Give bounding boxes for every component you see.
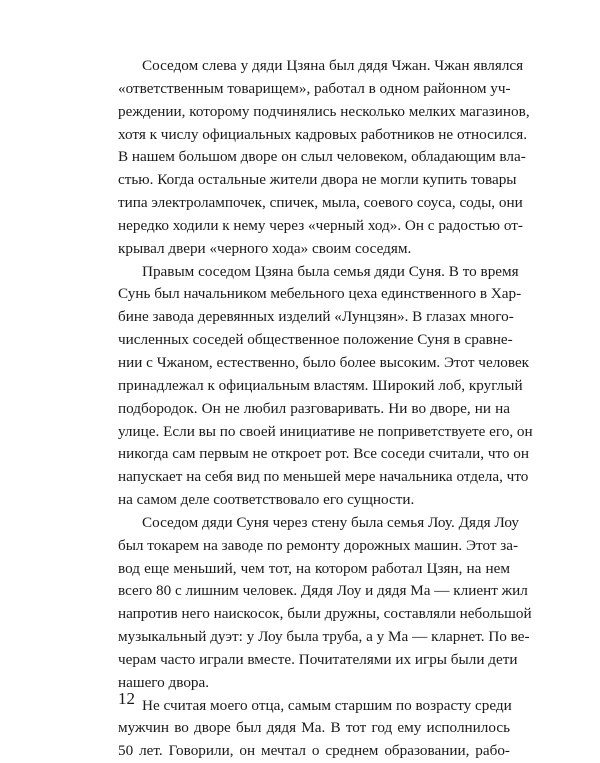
text-line: всего 80 с лишним человек. Дядя Лоу и дядя Ма — клиент жил (118, 582, 528, 600)
text-line: стью. Когда остальные жители двора не могли купить товары (118, 171, 517, 189)
text-line: Сунь был начальником мебельного цеха единственного в Хар- (118, 285, 522, 303)
text-line: крывал двери «черного хода» своим соседям. (118, 239, 412, 257)
text-line: нашего двора. (118, 673, 210, 691)
paragraph-1 (118, 55, 530, 261)
text-line: подбородок. Он не любил разговаривать. Ни во дворе, ни на (118, 399, 510, 417)
text-line: напускает на себя вид по меньшей мере начальника отдела, что (118, 468, 529, 486)
paragraph-2 (118, 261, 533, 512)
text-line: Правым соседом Цзяна была семья дяди Суня. В то время (142, 262, 519, 280)
text-line: Соседом слева у дяди Цзяна был дядя Чжан. Чжан являлся (142, 57, 524, 74)
text-line: «ответственным товарищем», работал в одном районном уч- (118, 79, 511, 97)
text-line: улице. Если вы по своей инициативе не поприветствуете его, он (118, 422, 533, 440)
text-line: бине завода деревянных изделий «Лунцзян». В глазах много- (118, 308, 514, 326)
text-line: музыкальный дуэт: у Лоу была труба, а у Ма — кларнет. По ве- (118, 628, 530, 646)
text-line: В нашем большом дворе он слыл человеком, обладающим вла- (118, 148, 526, 166)
text-line: вод еще меньший, чем тот, на котором работал Цзян, на нем (118, 559, 510, 577)
paragraph-4 (118, 695, 510, 763)
text-line: Не считая моего отца, самым старшим по возрасту среди (142, 696, 512, 714)
text-line: мужчин во дворе был дядя Ма. В тот год ему исполнилось (118, 719, 510, 737)
text-line: черам часто играли вместе. Почитателями их игры были дети (118, 650, 518, 668)
text-line: Соседом дяди Суня через стену была семья Лоу. Дядя Лоу (142, 513, 519, 531)
text-line: на самом деле соответствовало его сущности. (118, 491, 415, 509)
text-line: 50 лет. Говорили, он мечтал о среднем образовании, рабо- (118, 742, 510, 760)
text-line: типа электролампочек, спичек, мыла, соевого соуса, соды, они (118, 194, 523, 212)
text-line: был токарем на заводе по ремонту дорожных машин. Этот за- (118, 536, 519, 554)
text-line: нередко ходили к нему через «черный ход». Он с радостью от- (118, 216, 523, 234)
body-text (118, 55, 533, 763)
text-line: напротив него наискосок, были дружны, составляли небольшой (118, 605, 532, 623)
text-line: принадлежал к официальным властям. Широкий лоб, круглый (118, 376, 523, 394)
page-number: 12 (118, 689, 135, 708)
text-line: реждении, которому подчинялись несколько мелких магазинов, (118, 102, 530, 120)
text-line: численных соседей общественное положение Суня в сравне- (118, 331, 513, 349)
text-line: хотя к числу официальных кадровых работников не относился. (118, 125, 528, 143)
paragraph-3 (118, 512, 532, 695)
text-line: никогда сам первым не откроет рот. Все соседи считали, что он (118, 445, 530, 463)
text-line: нии с Чжаном, естественно, было более высоким. Этот человек (118, 353, 530, 371)
